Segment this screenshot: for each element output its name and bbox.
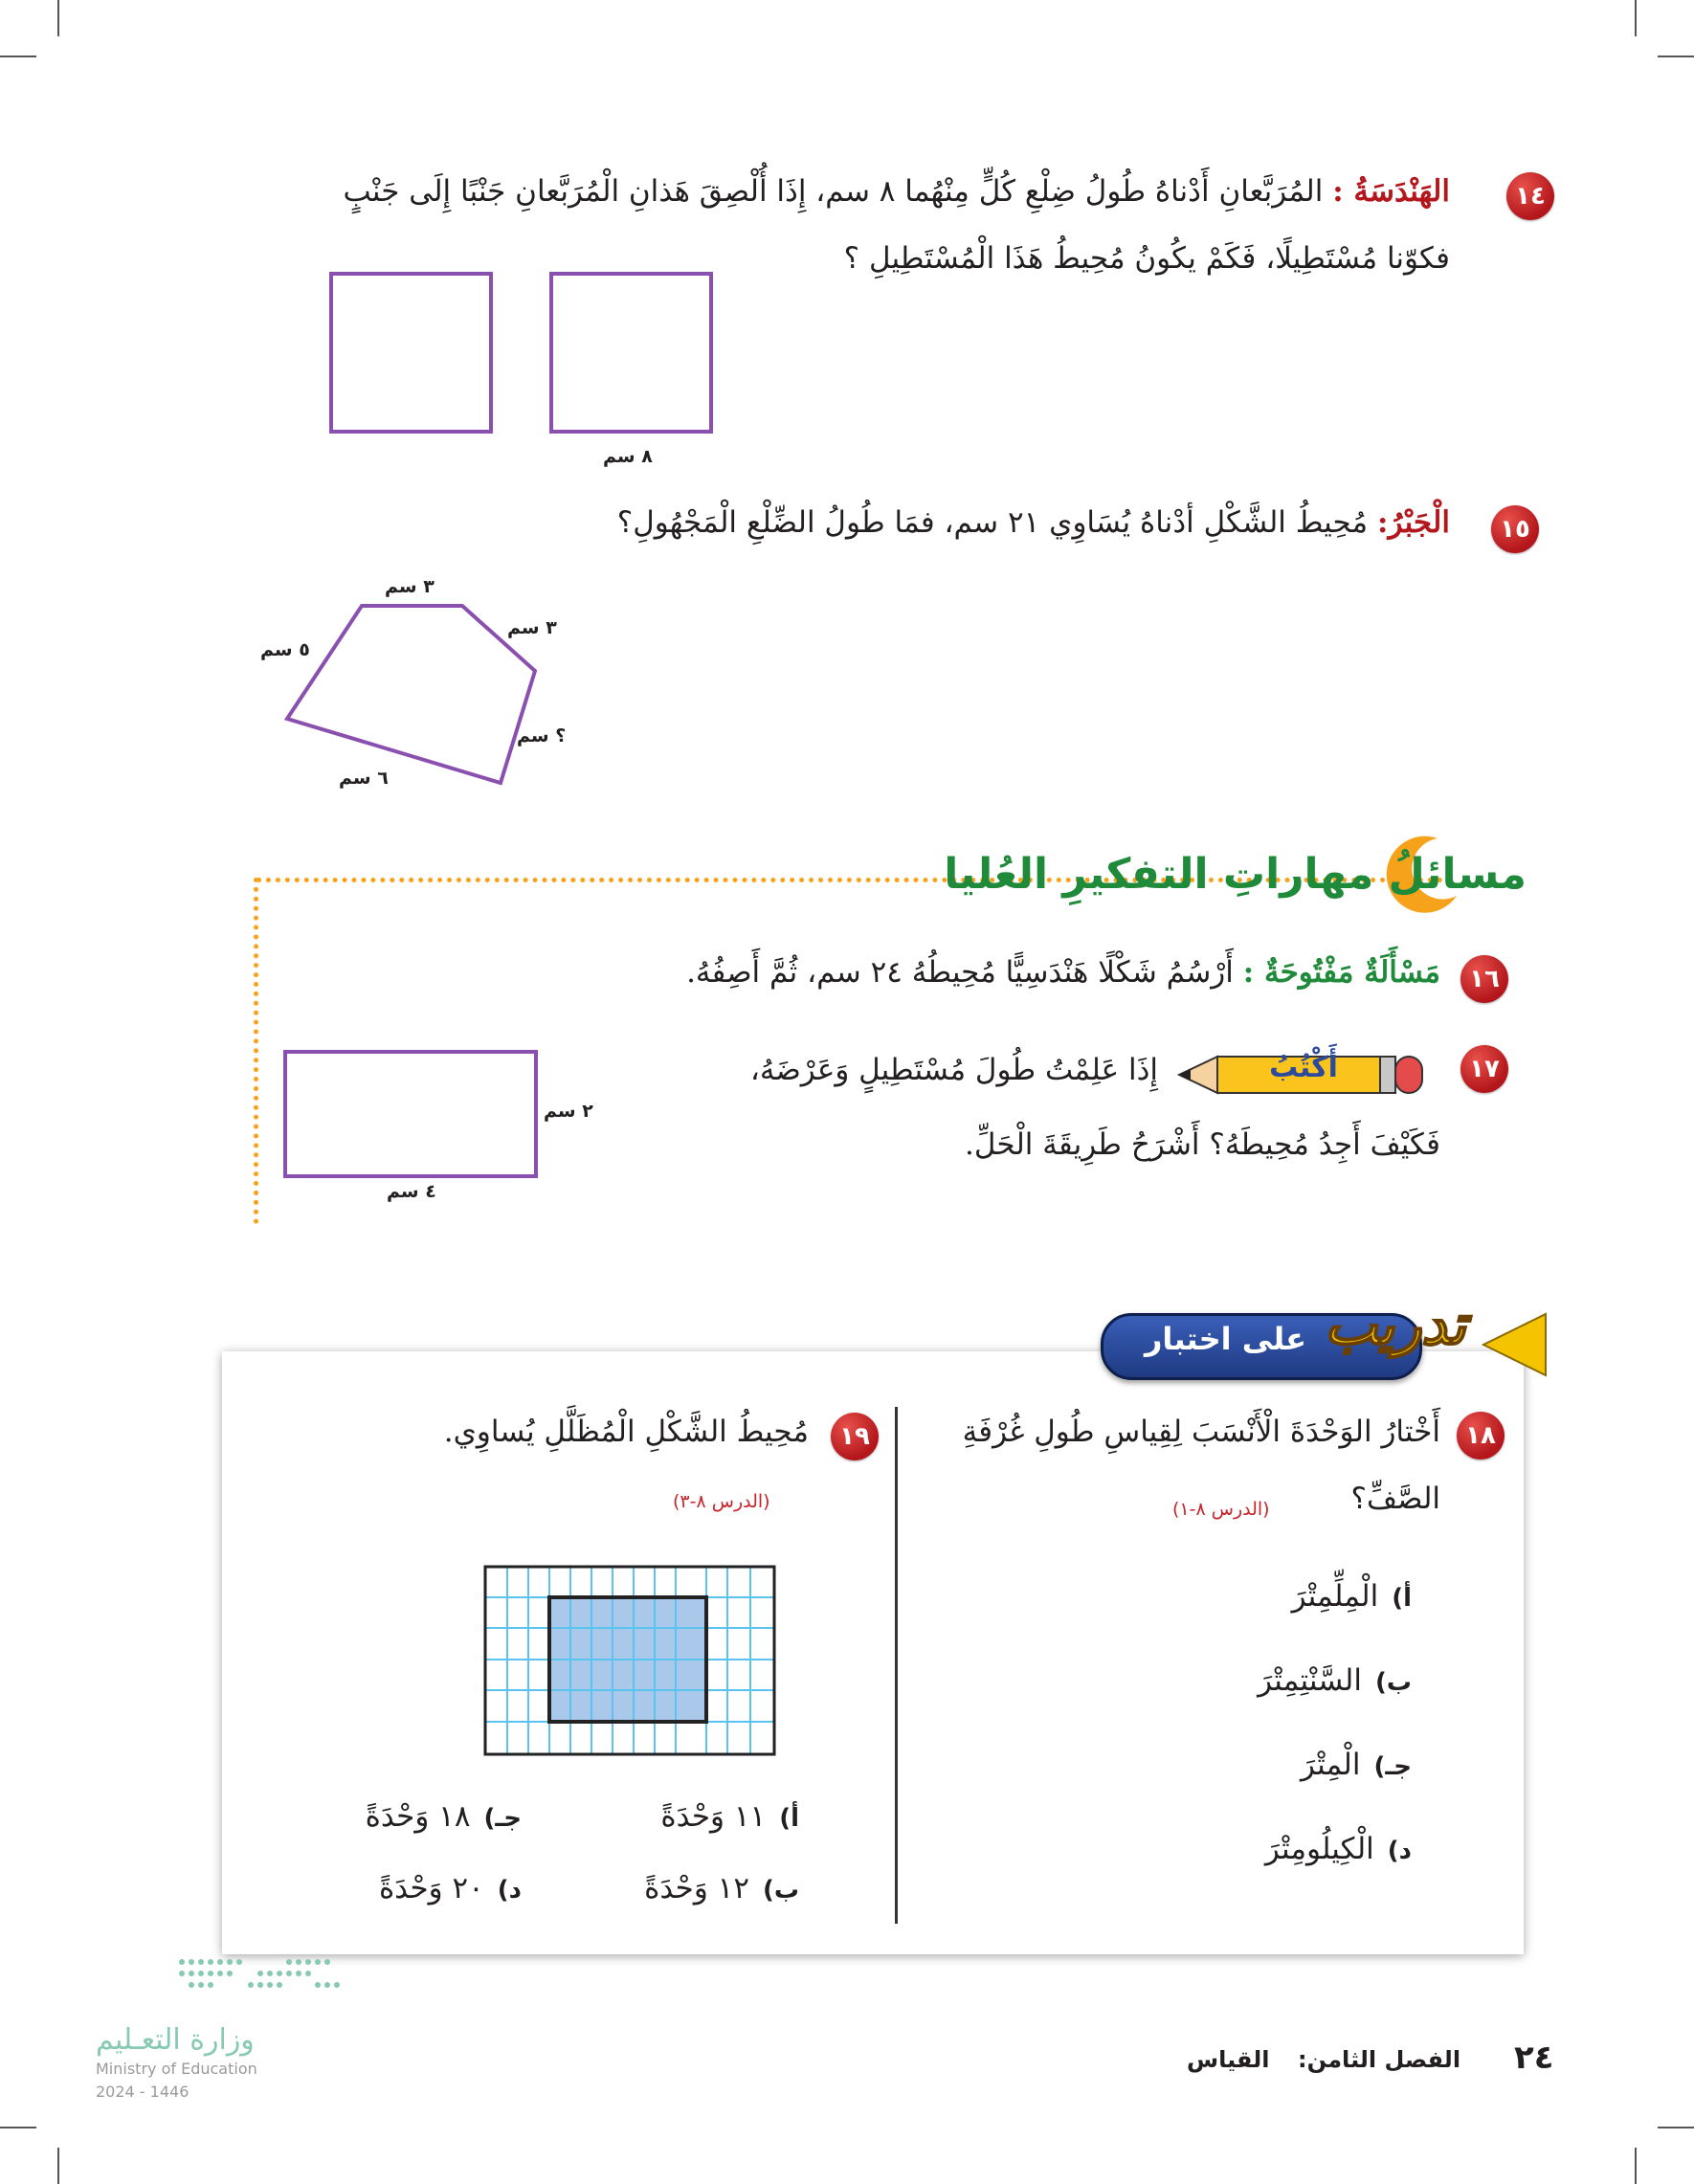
- pentagon-side-left: ٥ سم: [260, 639, 310, 660]
- question-14-label: الهَنْدَسَةُ :: [1332, 174, 1450, 209]
- question-14-text: المُرَبَّعانِ أَدْناهُ طُولُ ضِلْعِ كُلٍّ مِنْهُما ٨ سم، إِذَا أُلْصِقَ هَذانِ الْمُرَبَّعانِ جَنْبًا إِلَى جَنْبٍ: [343, 174, 1324, 209]
- two-squares-figure: [316, 263, 718, 455]
- test-banner-script: تدريب: [1325, 1292, 1466, 1357]
- pentagon-side-right: ؟ سم: [517, 725, 567, 747]
- q19-option-b[interactable]: [644, 1871, 799, 1905]
- option-key: ب): [762, 1876, 799, 1905]
- rectangle-shape: [285, 1052, 536, 1176]
- page-number: ٢٤: [1514, 2039, 1554, 2077]
- question-18-line-2: الصَّفِّ؟: [1350, 1482, 1440, 1516]
- q19-option-a[interactable]: [660, 1799, 799, 1834]
- option-text: الْمِتْرَ: [1301, 1748, 1361, 1782]
- rectangle-width-label: ٤ سم: [387, 1181, 436, 1202]
- q19-option-d[interactable]: [379, 1871, 522, 1905]
- crop-mark: [0, 2127, 36, 2128]
- question-19-text: مُحِيطُ الشَّكْلِ الْمُظَلَّلِ يُساوِي.: [443, 1415, 809, 1449]
- pentagon-shape: [287, 606, 535, 783]
- question-14-line-2: فكوّنا مُسْتَطِيلًا، فَكَمْ يكُونُ مُحِيطُ هَذَا الْمُسْتَطِيلِ ؟: [843, 241, 1450, 276]
- ministry-name-arabic: وزارة التعـليم: [96, 2023, 255, 2057]
- ministry-name-english: Ministry of Education: [96, 2060, 257, 2078]
- q19-option-c[interactable]: [366, 1799, 522, 1834]
- option-text: السَّنْتِمِتْرَ: [1258, 1663, 1362, 1698]
- chapter-title: القياس: [1187, 2046, 1270, 2073]
- option-text: ١٢ وَحْدَةً: [644, 1871, 749, 1905]
- question-14-line-1: [343, 174, 1450, 209]
- crop-mark: [1635, 0, 1637, 36]
- crop-mark: [57, 0, 59, 36]
- option-key: أ): [779, 1804, 799, 1833]
- question-number-19: ١٩: [831, 1413, 879, 1460]
- question-16-label: مَسْأَلَةٌ مَفْتُوحَةٌ :: [1242, 955, 1440, 990]
- question-16-line: [686, 955, 1440, 990]
- crop-mark: [1635, 2148, 1637, 2184]
- question-15-text: مُحِيطُ الشَّكْلِ أدْناهُ يُسَاوِي ٢١ سم، فمَا طُولُ الضِّلْعِ الْمَجْهُولِ؟: [616, 505, 1369, 540]
- option-key: ب): [1374, 1668, 1412, 1697]
- question-number-18: ١٨: [1457, 1412, 1505, 1460]
- square-right: [551, 274, 711, 432]
- crop-mark: [0, 56, 36, 57]
- question-17-line-1: إِذَا عَلِمْتُ طُولَ مُسْتَطِيلٍ وَعَرْضَهُ،: [749, 1053, 1158, 1087]
- hots-title: مسائلُ مهاراتِ التفكيرِ العُليا: [944, 850, 1527, 899]
- ministry-logo-icon: [174, 1952, 342, 2000]
- option-text: الْكِيلُومِتْرَ: [1264, 1832, 1374, 1866]
- option-key: جـ): [1373, 1752, 1412, 1781]
- question-17-line-2: فَكَيْفَ أَجِدُ مُحِيطَهُ؟ أَشْرَحُ طَرِيقَةَ الْحَلِّ.: [965, 1127, 1440, 1162]
- option-key: جـ): [483, 1804, 522, 1833]
- rectangle-height-label: ٢ سم: [544, 1101, 593, 1122]
- pentagon-side-bottom: ٦ سم: [339, 768, 389, 789]
- option-key: أ): [1392, 1584, 1412, 1613]
- question-number-17: ١٧: [1460, 1045, 1508, 1093]
- square-side-label: ٨ سم: [603, 446, 653, 467]
- question-15-label: الْجَبْرُ:: [1377, 505, 1450, 540]
- option-text: ٢٠ وَحْدَةً: [378, 1871, 484, 1905]
- crop-mark: [57, 2148, 59, 2184]
- test-banner-text: على اختبار: [1145, 1321, 1307, 1357]
- rectangle-figure: [278, 1046, 546, 1180]
- option-text: الْمِلِّمِتْرَ: [1291, 1579, 1379, 1614]
- question-16-text: أَرْسُمُ شَكْلًا هَنْدَسِيًّا مُحِيطُهُ ٢٤ سم، ثُمَّ أَصِفُهُ.: [686, 955, 1234, 990]
- option-text: ١٨ وَحْدَةً: [365, 1799, 471, 1834]
- q18-option-c[interactable]: [1301, 1748, 1412, 1782]
- write-label: أَكْتُبُ: [1269, 1051, 1338, 1084]
- banner-arrow-icon: [1479, 1306, 1555, 1383]
- question-19-lesson: (الدرس ٨-٣): [673, 1491, 770, 1512]
- question-number-15: ١٥: [1491, 505, 1539, 553]
- question-18-lesson: (الدرس ٨-١): [1172, 1499, 1270, 1520]
- crop-mark: [1658, 2127, 1694, 2128]
- crop-mark: [1658, 56, 1694, 57]
- option-key: د): [497, 1876, 522, 1905]
- ministry-year: 2024 - 1446: [96, 2083, 189, 2101]
- question-number-16: ١٦: [1460, 955, 1508, 1003]
- section-dotted-side: [254, 878, 258, 1224]
- pentagon-side-top: ٣ سم: [385, 576, 435, 597]
- pentagon-side-upper-right: ٣ سم: [507, 617, 557, 638]
- question-number-14: ١٤: [1506, 172, 1554, 220]
- question-18-line-1: أَخْتارُ الوَحْدَةَ الْأَنْسَبَ لِقِياسِ طُولِ غُرْفَةِ: [962, 1415, 1440, 1449]
- column-divider: [895, 1407, 898, 1924]
- question-15-line: [617, 505, 1450, 540]
- grid-figure: [483, 1565, 776, 1756]
- q18-option-a[interactable]: [1292, 1579, 1412, 1614]
- square-left: [331, 274, 491, 432]
- q18-option-b[interactable]: [1258, 1663, 1412, 1698]
- option-key: د): [1387, 1837, 1412, 1865]
- chapter-label: الفصل الثامن:: [1298, 2046, 1461, 2073]
- option-text: ١١ وَحْدَةً: [660, 1799, 767, 1834]
- q18-option-d[interactable]: [1265, 1832, 1412, 1866]
